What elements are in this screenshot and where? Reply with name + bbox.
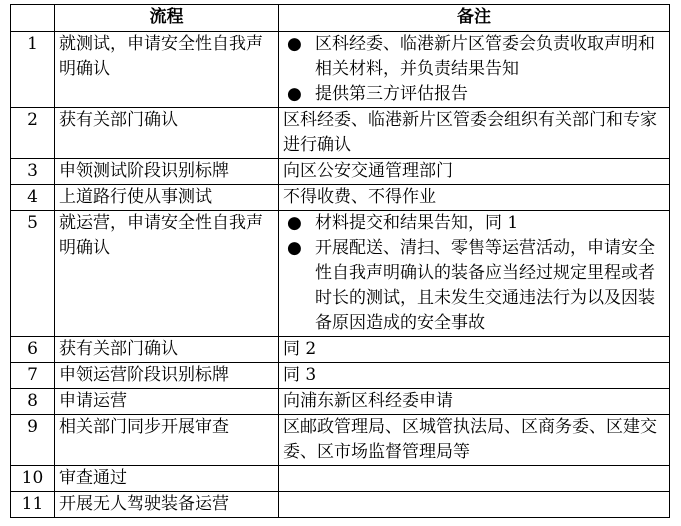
table-row — [11, 389, 670, 415]
bullet-text: 提供第三方评估报告 — [315, 84, 468, 104]
process-table — [10, 4, 670, 518]
table-row — [11, 492, 670, 518]
row-step: 就运营，申请安全性自我声明确认 — [55, 211, 279, 337]
header-remarks: 备注 — [279, 5, 670, 32]
header-number — [11, 5, 55, 32]
table-row — [11, 337, 670, 363]
row-number: 6 — [11, 337, 55, 363]
note-bullet-list — [283, 32, 665, 107]
table-row — [11, 32, 670, 108]
row-step: 申请运营 — [55, 389, 279, 415]
row-note — [279, 492, 670, 518]
bullet-text: 开展配送、清扫、零售等运营活动，申请安全性自我声明确认的装备应当经过规定里程或者时长的测试，且未发生交通违法行为以及因装备原因造成的安全事故 — [315, 238, 655, 333]
note-bullet-list — [283, 211, 665, 336]
row-number: 3 — [11, 159, 55, 185]
row-step: 获有关部门确认 — [55, 337, 279, 363]
table-header-row — [11, 5, 670, 32]
row-number: 1 — [11, 32, 55, 108]
row-step: 上道路行使从事测试 — [55, 185, 279, 211]
header-process: 流程 — [55, 5, 279, 32]
row-number: 11 — [11, 492, 55, 518]
row-note — [279, 211, 670, 337]
bullet-text: 材料提交和结果告知，同 1 — [315, 213, 519, 233]
row-step: 开展无人驾驶装备运营 — [55, 492, 279, 518]
table-row — [11, 415, 670, 466]
row-step: 申领测试阶段识别标牌 — [55, 159, 279, 185]
bullet-icon: ● — [287, 34, 302, 54]
row-note: 不得收费、不得作业 — [279, 185, 670, 211]
note-bullet-item — [283, 32, 665, 82]
table-row — [11, 466, 670, 492]
row-note: 向浦东新区科经委申请 — [279, 389, 670, 415]
bullet-text: 区科经委、临港新片区管委会负责收取声明和相关材料，并负责结果告知 — [315, 34, 655, 79]
table-row — [11, 211, 670, 337]
row-note: 区邮政管理局、区城管执法局、区商务委、区建交委、区市场监督管理局等 — [279, 415, 670, 466]
row-step: 申领运营阶段识别标牌 — [55, 363, 279, 389]
bullet-icon: ● — [287, 84, 302, 104]
row-number: 4 — [11, 185, 55, 211]
row-number: 2 — [11, 108, 55, 159]
row-note: 区科经委、临港新片区管委会组织有关部门和专家进行确认 — [279, 108, 670, 159]
row-number: 5 — [11, 211, 55, 337]
bullet-icon: ● — [287, 238, 302, 258]
row-note: 同 3 — [279, 363, 670, 389]
note-bullet-item — [283, 236, 665, 336]
table-row — [11, 363, 670, 389]
row-note: 向区公安交通管理部门 — [279, 159, 670, 185]
row-number: 9 — [11, 415, 55, 466]
note-bullet-item — [283, 211, 665, 236]
table-row — [11, 185, 670, 211]
table-row — [11, 159, 670, 185]
row-step: 审查通过 — [55, 466, 279, 492]
table-row — [11, 108, 670, 159]
row-step: 获有关部门确认 — [55, 108, 279, 159]
row-number: 7 — [11, 363, 55, 389]
row-number: 10 — [11, 466, 55, 492]
row-number: 8 — [11, 389, 55, 415]
row-step: 相关部门同步开展审查 — [55, 415, 279, 466]
row-note — [279, 466, 670, 492]
bullet-icon: ● — [287, 213, 302, 233]
row-step: 就测试，申请安全性自我声明确认 — [55, 32, 279, 108]
row-note: 同 2 — [279, 337, 670, 363]
row-note — [279, 32, 670, 108]
note-bullet-item — [283, 82, 665, 107]
